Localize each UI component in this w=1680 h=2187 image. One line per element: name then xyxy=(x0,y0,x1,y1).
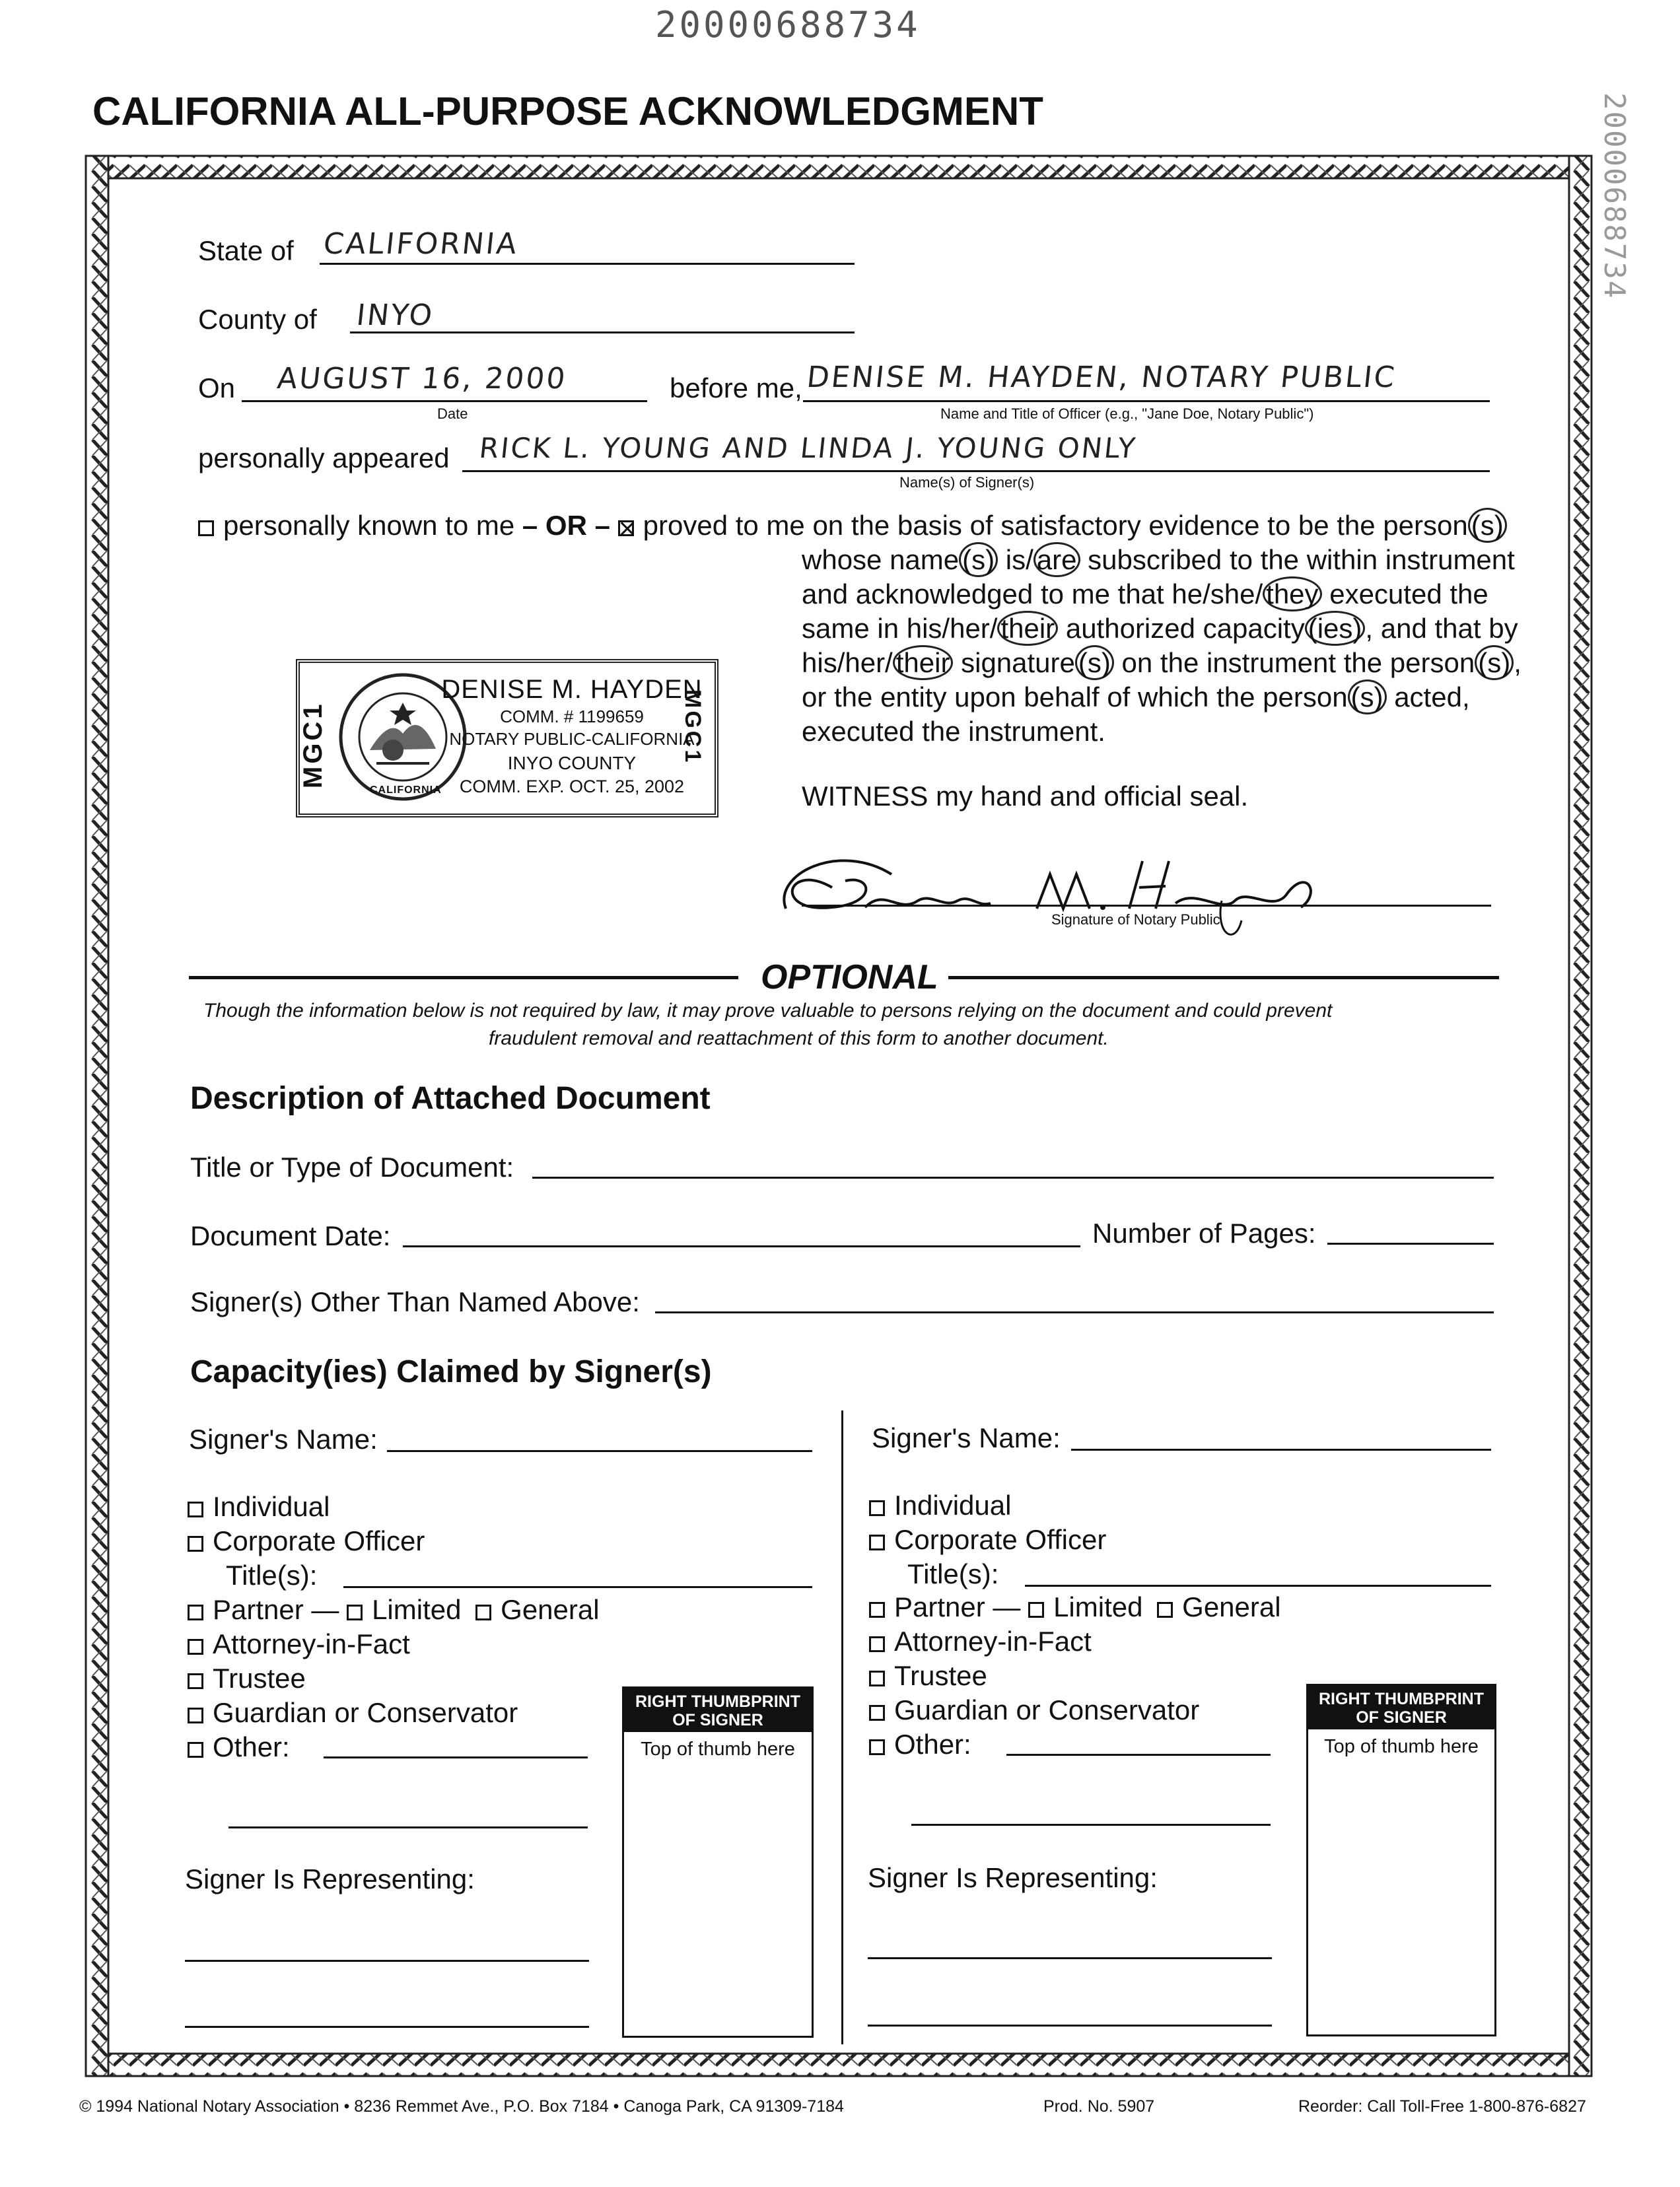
proved-label: proved to me on the basis of satisfactory evidence to be the person xyxy=(643,510,1468,541)
officer-field[interactable]: DENISE M. HAYDEN, NOTARY PUBLIC xyxy=(805,361,1398,394)
signer1-representing-label: Signer Is Representing: xyxy=(185,1863,475,1894)
signer2-other-field[interactable] xyxy=(1006,1754,1271,1756)
signers-field-line xyxy=(462,470,1490,472)
footer-reorder: Reorder: Call Toll-Free 1-800-876-6827 xyxy=(1298,2097,1586,2116)
signer1-attorney: Attorney-in-Fact xyxy=(188,1628,410,1660)
state-label: State of xyxy=(198,235,294,266)
signer2-limited-checkbox[interactable] xyxy=(1028,1602,1044,1618)
appeared-label: personally appeared xyxy=(198,442,450,473)
capacity-heading: Capacity(ies) Claimed by Signer(s) xyxy=(190,1354,712,1389)
signer2-thumb-heading: RIGHT THUMBPRINT OF SIGNER xyxy=(1308,1686,1494,1729)
seal-ring-bottom: CALIFORNIA xyxy=(370,784,442,796)
signature-line xyxy=(802,905,1491,907)
on-label: On xyxy=(198,372,236,403)
signer2-individual: Individual xyxy=(869,1490,1011,1521)
signer1-representing-field-2[interactable] xyxy=(185,2026,589,2028)
doc-pages-field[interactable] xyxy=(1327,1243,1494,1245)
signer1-partner-checkbox[interactable] xyxy=(188,1605,203,1620)
signer1-guardian-checkbox[interactable] xyxy=(188,1708,203,1723)
signers-field[interactable]: RICK L. YOUNG AND LINDA J. YOUNG ONLY xyxy=(477,432,1139,464)
body-line-2: and acknowledged to me that he/she/ they executed the xyxy=(802,578,1488,610)
body-line-4: his/her/ their signature (s) on the instrument the person (s) , xyxy=(802,647,1522,679)
signer1-representing-field[interactable] xyxy=(185,1960,589,1962)
signer1-titles-field[interactable] xyxy=(343,1586,812,1588)
seal-notary-title: NOTARY PUBLIC-CALIFORNIA xyxy=(449,729,695,749)
signer2-titles-field[interactable] xyxy=(1025,1585,1491,1587)
signer1-individual-checkbox[interactable] xyxy=(188,1502,203,1517)
seal-notary-name: DENISE M. HAYDEN xyxy=(441,675,703,704)
optional-note-2: fraudulent removal and reattachment of this form to another document. xyxy=(489,1027,1109,1049)
before-me-label: before me, xyxy=(670,372,802,403)
footer-copyright: © 1994 National Notary Association • 8236 Remmet Ave., P.O. Box 7184 • Canoga Park, CA 91309-7184 xyxy=(79,2097,844,2116)
signer2-other-checkbox[interactable] xyxy=(869,1739,885,1755)
signer1-limited-checkbox[interactable] xyxy=(347,1605,363,1620)
doc-date-field[interactable] xyxy=(403,1245,1080,1247)
seal-commission-number: COMM. # 1199659 xyxy=(500,707,644,726)
signer1-other-checkbox[interactable] xyxy=(188,1742,203,1758)
signer2-other: Other: xyxy=(869,1729,971,1760)
doc-title-field[interactable] xyxy=(532,1177,1494,1179)
signature-text xyxy=(858,858,967,874)
doc-date-label: Document Date: xyxy=(190,1220,391,1251)
body-line-3: same in his/her/ their authorized capacity (ies) , and that by xyxy=(802,613,1518,644)
signer1-other: Other: xyxy=(188,1731,290,1763)
signer1-trustee: Trustee xyxy=(188,1663,306,1694)
signer2-corporate-checkbox[interactable] xyxy=(869,1535,885,1550)
signer2-corporate: Corporate Officer xyxy=(869,1524,1106,1556)
officer-field-line xyxy=(803,400,1490,402)
signer1-titles-label: Title(s): xyxy=(226,1560,318,1591)
signer2-other-field-2[interactable] xyxy=(911,1824,1271,1826)
optional-rule-left xyxy=(189,976,738,979)
date-caption: Date xyxy=(437,405,468,422)
signers-caption: Name(s) of Signer(s) xyxy=(899,474,1035,491)
other-signers-label: Signer(s) Other Than Named Above: xyxy=(190,1286,640,1317)
signer1-thumb-note: Top of thumb here xyxy=(641,1739,795,1760)
proved-checkbox[interactable] xyxy=(618,520,634,536)
signer2-attorney-checkbox[interactable] xyxy=(869,1636,885,1652)
signer1-individual: Individual xyxy=(188,1491,330,1523)
other-signers-field[interactable] xyxy=(655,1311,1494,1313)
side-stamp: 20000688734 xyxy=(1597,92,1631,300)
signer1-thumb-heading: RIGHT THUMBPRINT OF SIGNER xyxy=(624,1688,812,1732)
signer1-general-checkbox[interactable] xyxy=(475,1605,491,1620)
signer1-guardian: Guardian or Conservator xyxy=(188,1697,518,1729)
signer1-other-field-2[interactable] xyxy=(228,1826,588,1828)
signer2-name-label: Signer's Name: xyxy=(872,1422,1061,1453)
footer-product-number: Prod. No. 5907 xyxy=(1043,2097,1155,2116)
seal-side-right: MGC1 xyxy=(680,689,705,765)
signer1-trustee-checkbox[interactable] xyxy=(188,1673,203,1689)
document-number: 20000688734 xyxy=(655,4,921,46)
notary-seal-stamp xyxy=(296,659,718,817)
date-field[interactable]: AUGUST 16, 2000 xyxy=(275,362,569,396)
known-label: personally known to me xyxy=(223,510,515,541)
description-heading: Description of Attached Document xyxy=(190,1081,711,1116)
notary-signature xyxy=(759,835,1341,947)
county-field[interactable]: INYO xyxy=(355,298,436,332)
signer2-name-field[interactable] xyxy=(1071,1449,1491,1451)
known-row xyxy=(198,510,1507,541)
signer2-trustee: Trustee xyxy=(869,1660,987,1692)
form-title: CALIFORNIA ALL-PURPOSE ACKNOWLEDGMENT xyxy=(92,89,1043,133)
signer1-corporate-checkbox[interactable] xyxy=(188,1536,203,1552)
doc-pages-label: Number of Pages: xyxy=(1092,1218,1316,1249)
state-field[interactable]: CALIFORNIA xyxy=(322,227,520,261)
signer1-thumbprint-box[interactable] xyxy=(622,1686,814,2038)
signer2-attorney: Attorney-in-Fact xyxy=(869,1626,1092,1657)
signer2-partner: Partner — Limited General xyxy=(869,1591,1281,1623)
optional-rule-right xyxy=(948,976,1499,979)
signer2-guardian-checkbox[interactable] xyxy=(869,1705,885,1721)
column-divider xyxy=(841,1410,843,2044)
signer1-other-field[interactable] xyxy=(324,1756,588,1758)
optional-note-1: Though the information below is not required by law, it may prove valuable to persons relying on the document and could prevent xyxy=(203,1000,1333,1022)
state-field-line xyxy=(320,263,855,265)
optional-title: OPTIONAL xyxy=(761,958,938,996)
body-line-1: whose name (s) is/ are subscribed to the within instrument xyxy=(802,544,1515,576)
signer1-name-label: Signer's Name: xyxy=(189,1424,378,1455)
or-label: – OR – xyxy=(522,510,610,541)
date-field-line xyxy=(242,400,647,402)
signer1-name-field[interactable] xyxy=(387,1450,812,1452)
officer-caption: Name and Title of Officer (e.g., "Jane Doe, Notary Public") xyxy=(940,405,1314,422)
body-line-6: executed the instrument. xyxy=(802,716,1105,747)
signer2-general-checkbox[interactable] xyxy=(1157,1602,1173,1618)
signer2-thumb-note: Top of thumb here xyxy=(1324,1736,1479,1757)
doc-title-label: Title or Type of Document: xyxy=(190,1152,514,1183)
signer2-individual-checkbox[interactable] xyxy=(869,1500,885,1516)
signer2-representing-field-2[interactable] xyxy=(868,2025,1272,2027)
signer1-partner: Partner — Limited General xyxy=(188,1594,600,1626)
signer2-titles-label: Title(s): xyxy=(907,1558,999,1589)
seal-county: INYO COUNTY xyxy=(507,753,637,773)
body-line-5: or the entity upon behalf of which the person (s) acted, xyxy=(802,681,1470,713)
signer2-representing-label: Signer Is Representing: xyxy=(868,1862,1158,1893)
signer1-corporate: Corporate Officer xyxy=(188,1525,425,1557)
known-checkbox[interactable] xyxy=(198,520,214,536)
signer2-representing-field[interactable] xyxy=(868,1957,1272,1959)
signer2-thumbprint-box[interactable] xyxy=(1306,1684,1496,2036)
signer2-guardian: Guardian or Conservator xyxy=(869,1694,1199,1726)
signer2-partner-checkbox[interactable] xyxy=(869,1602,885,1618)
signature-caption: Signature of Notary Public xyxy=(1051,911,1220,928)
witness-line: WITNESS my hand and official seal. xyxy=(802,781,1249,812)
seal-side-left: MGC1 xyxy=(298,701,328,788)
signer2-trustee-checkbox[interactable] xyxy=(869,1671,885,1686)
county-label: County of xyxy=(198,304,317,335)
proved-s-circled: (s) xyxy=(1468,508,1507,543)
seal-expiration: COMM. EXP. OCT. 25, 2002 xyxy=(459,777,685,796)
signer1-attorney-checkbox[interactable] xyxy=(188,1639,203,1655)
